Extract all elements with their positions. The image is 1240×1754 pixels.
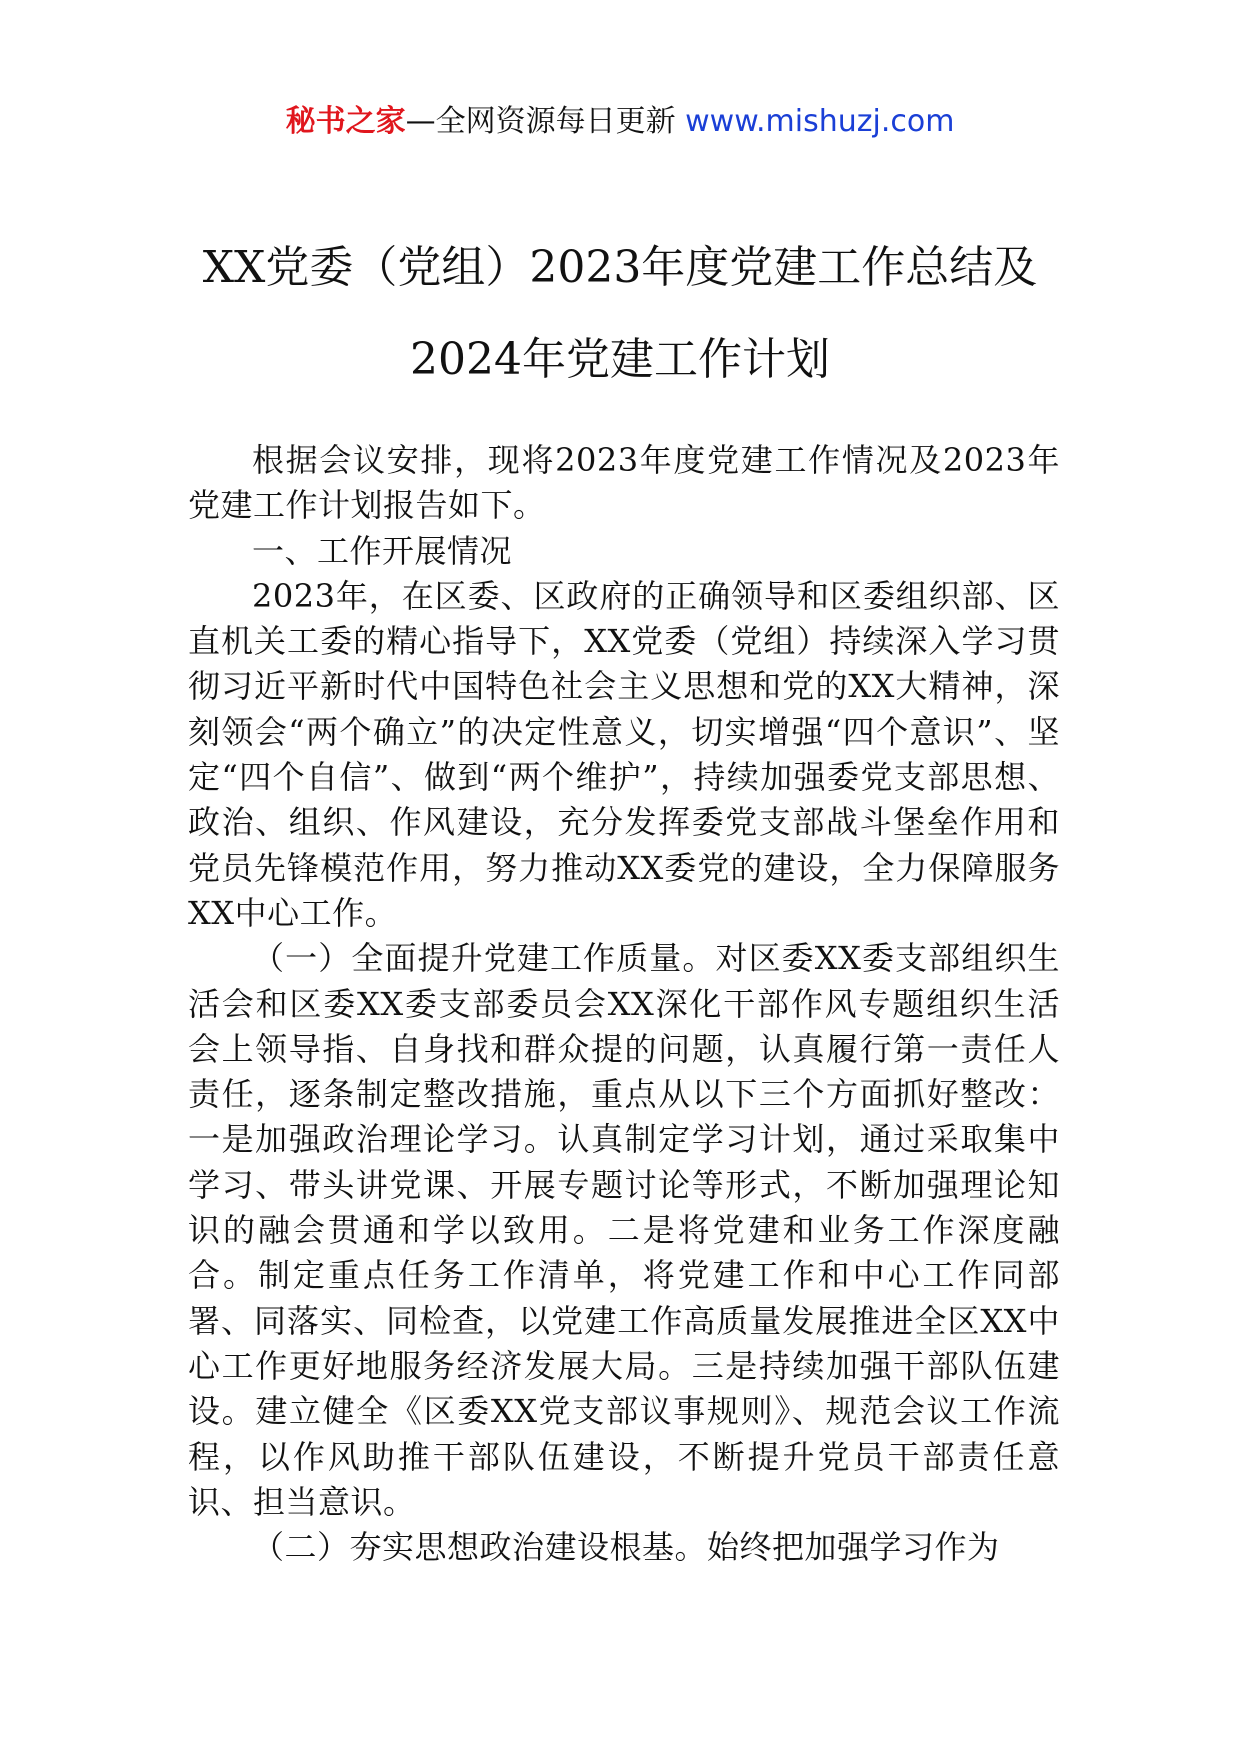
title-line-2: 2024年党建工作计划 xyxy=(410,334,830,385)
header-url: www.mishuzj.com xyxy=(685,104,955,139)
body-paragraph: 2023年，在区委、区政府的正确领导和区委组织部、区直机关工委的精心指导下，XX党委（党组）持续深入学习贯彻习近平新时代中国特色社会主义思想和党的XX大精神，深刻领会“两个确立”的决定性意义，切实增强“四个意识”、坚定“四个自信”、做到“两个维护”，持续加强委党支部思想、政治、组织、作风建设，充分发挥委党支部战斗堡垒作用和党员先锋模范作用，努力推动XX委党的建设，全力保障服务XX中心工作。 xyxy=(188,576,1060,932)
header-slogan: —全网资源每日更新 xyxy=(405,104,686,139)
body-paragraph: （二）夯实思想政治建设根基。始终把加强学习作为 xyxy=(252,1528,1000,1567)
body-paragraph: （一）全面提升党建工作质量。对区委XX委支部组织生活会和区委XX委支部委员会XX深化干部作风专题组织生活会上领导指、自身找和群众提的问题，认真履行第一责任人责任，逐条制定整改措施，重点从以下三个方面抓好整改：一是加强政治理论学习。认真制定学习计划，通过采取集中学习、带头讲党课、开展专题讨论等形式，不断加强理论知识的融会贯通和学以致用。二是将党建和业务工作深度融合。制定重点任务工作清单，将党建工作和中心工作同部署、同落实、同检查，以党建工作高质量发展推进全区XX中心工作更好地服务经济发展大局。三是持续加强干部队伍建设。建立健全《区委XX党支部议事规则》、规范会议工作流程，以作风助推干部队伍建设，不断提升党员干部责任意识、担当意识。 xyxy=(188,939,1060,1521)
section-heading: 一、工作开展情况 xyxy=(252,531,513,570)
document-title xyxy=(150,222,1090,406)
brand-name: 秘书之家 xyxy=(285,104,406,139)
title-line-1: XX党委（党组）2023年度党建工作总结及 xyxy=(202,242,1038,293)
site-header xyxy=(0,100,1240,144)
document-body xyxy=(188,438,1060,1570)
body-paragraph: 根据会议安排，现将2023年度党建工作情况及2023年党建工作计划报告如下。 xyxy=(188,441,1060,525)
